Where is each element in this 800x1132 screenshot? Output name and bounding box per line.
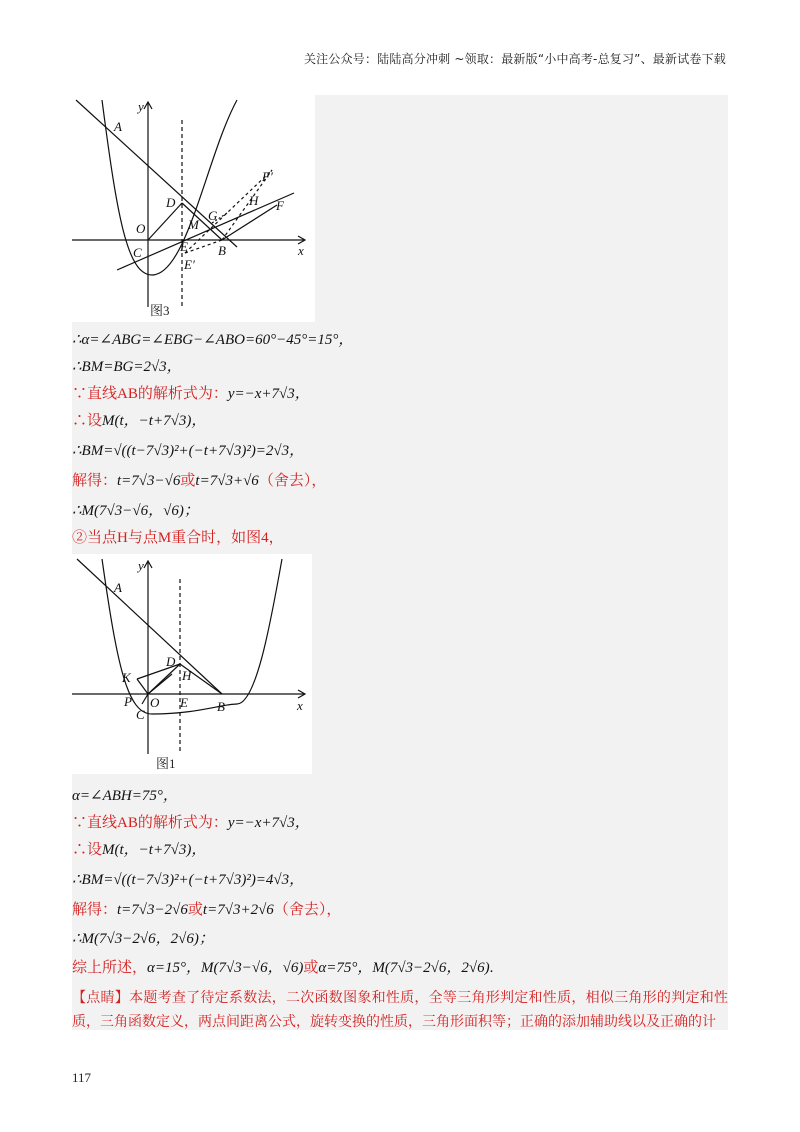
solution-line-8: ②当点H与点M重合时，如图4，	[72, 530, 284, 546]
solution-line-7: ∴M(7√3−√6，√6)；	[72, 503, 199, 519]
fig3-label-G: G	[208, 208, 218, 223]
fig3-label-C: C	[133, 245, 142, 260]
solution-line-2: ∴BM=BG=2√3，	[72, 359, 182, 375]
fig3-label-B: B	[218, 243, 226, 258]
fig4-label-B: B	[217, 699, 225, 714]
figure-4-diagram	[72, 554, 312, 774]
solution-line-13: 解得：t=7√3−2√6或t=7√3+2√6（舍去），	[72, 902, 342, 918]
solution-line-1: ∴α=∠ABG=∠EBG−∠ABO=60°−45°=15°，	[72, 332, 354, 348]
fig3-label-D: D	[166, 195, 176, 210]
fig4-label-P: P	[124, 694, 132, 709]
solution-line-9: α=∠ABH=75°，	[72, 788, 178, 804]
fig3-label-M: M	[188, 217, 199, 232]
fig3-label-x: x	[298, 243, 304, 258]
solution-line-15: 综上所述，α=15°，M(7√3−√6，√6)或α=75°，M(7√3−2√6，2√6).	[72, 960, 494, 976]
figure-4	[72, 554, 312, 774]
header-note: 关注公众号：陆陆高分冲刺 ~领取：最新版“小中高考-总复习”、最新试卷下载	[303, 52, 726, 66]
fig3-label-A: A	[114, 119, 122, 134]
fig3-label-Fprime: F′	[262, 169, 273, 184]
fig4-label-x: x	[297, 698, 303, 713]
solution-line-6: 解得：t=7√3−√6或t=7√3+√6（舍去），	[72, 473, 327, 489]
solution-line-3: ∵直线AB的解析式为：y=−x+7√3，	[72, 386, 310, 402]
solution-line-4: ∴设M(t，−t+7√3)，	[72, 413, 207, 429]
fig3-label-E: E	[180, 239, 188, 254]
fig3-label-F: F	[276, 198, 284, 213]
fig3-label-y: y	[138, 99, 144, 114]
solution-line-14: ∴M(7√3−2√6，2√6)；	[72, 931, 214, 947]
fig4-label-H: H	[182, 668, 192, 683]
fig3-label-O: O	[136, 221, 146, 236]
figure-3-diagram	[72, 95, 315, 322]
fig4-label-A: A	[114, 580, 122, 595]
fig3-label-Eprime: E′	[184, 257, 195, 272]
page-number: 117	[72, 1070, 92, 1085]
fig4-label-K: K	[122, 670, 131, 685]
comment-paragraph: 【点睛】本题考查了待定系数法，二次函数图象和性质，全等三角形判定和性质，相似三角形的判定和性质，三角函数定义，两点间距离公式，旋转变换的性质，三角形面积等；正确的添加辅助线以及正确的计	[72, 990, 728, 1030]
solution-line-10: ∵直线AB的解析式为：y=−x+7√3，	[72, 815, 310, 831]
figure-3	[72, 95, 315, 322]
fig4-label-O: O	[150, 695, 160, 710]
fig4-label-D: D	[166, 654, 176, 669]
fig4-label-E: E	[180, 695, 188, 710]
fig4-label-C: C	[136, 707, 145, 722]
figure-3-caption: 图3	[150, 303, 170, 318]
solution-line-5: ∴BM=√((t−7√3)²+(−t+7√3)²)=2√3，	[72, 443, 305, 459]
solution-line-12: ∴BM=√((t−7√3)²+(−t+7√3)²)=4√3，	[72, 872, 305, 888]
figure-4-caption: 图1	[156, 756, 176, 771]
fig4-label-y: y	[138, 558, 144, 573]
solution-line-11: ∴设M(t，−t+7√3)，	[72, 842, 207, 858]
fig3-label-H: H	[249, 193, 259, 208]
